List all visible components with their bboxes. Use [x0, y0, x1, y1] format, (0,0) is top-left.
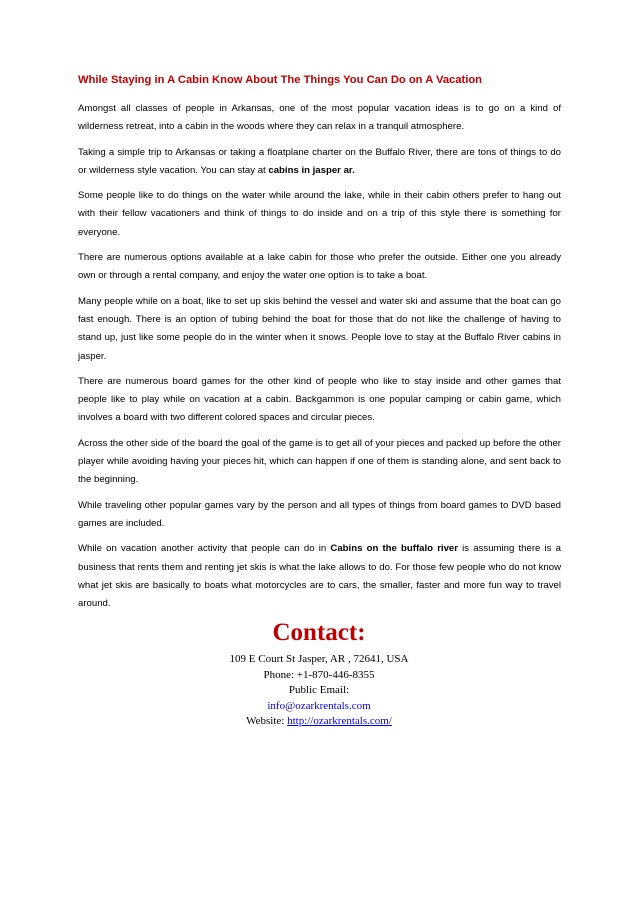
paragraph-text: is assuming there is a business that rents them and renting jet skis is what the lake allows to do. For those few people who do not know what jet skis are basically to boats what motorcycles are to cars, the smaller, faster and more fun way to travel around. — [78, 543, 561, 610]
contact-email-line — [0, 699, 638, 715]
article-paragraph — [78, 293, 561, 366]
article-paragraph — [78, 187, 561, 242]
paragraph-text: Taking a simple trip to Arkansas or taking a floatplane charter on the Buffalo River, there are tons of things to do or wilderness style vacation. You can stay at — [78, 146, 561, 176]
paragraph-text: While traveling other popular games vary by the person and all types of things from board games to DVD based games are included. — [78, 499, 561, 529]
contact-email-label: Public Email: — [288, 684, 350, 697]
article-body — [78, 100, 561, 613]
article-paragraph — [78, 144, 561, 181]
paragraph-text: While on vacation another activity that people can do in — [78, 543, 331, 555]
contact-website-link[interactable]: http://ozarkrentals.com/ — [287, 715, 392, 728]
contact-email-link[interactable]: info@ozarkrentals.com — [267, 699, 371, 712]
paragraph-text: Across the other side of the board the goal of the game is to get all of your pieces and packed up before the other player while avoiding having your pieces hit, which can happen if one of them is standing alone, and sent back to the beginning. — [78, 437, 561, 486]
contact-heading: Contact: — [272, 619, 366, 646]
article-paragraph — [78, 249, 561, 286]
paragraph-text: Many people while on a boat, like to set up skis behind the vessel and water ski and assume that the boat can go fast enough. There is an option of tubing behind the boat for those that do not like the challenge of having to stand up, just like some people do in the winter when it snows. People love to stay at the Buffalo River cabins in jasper. — [78, 295, 561, 362]
paragraph-text: There are numerous options available at a lake cabin for those who prefer the outside. Either one you already own or through a rental company, and enjoy the water one option is to take a boat. — [78, 252, 561, 282]
article-paragraph — [78, 373, 561, 428]
article-paragraph — [78, 100, 561, 137]
paragraph-text: Amongst all classes of people in Arkansas, one of the most popular vacation ideas is to go on a kind of wilderness retreat, into a cabin in the woods where they can relax in a tranquil atmosphere. — [78, 103, 561, 133]
contact-address: 109 E Court St Jasper, AR , 72641, USA — [229, 653, 409, 665]
contact-website-line — [0, 714, 638, 730]
paragraph-bold-text: cabins in jasper ar. — [268, 164, 355, 176]
contact-phone: Phone: +1-870-446-8355 — [263, 668, 375, 681]
article-paragraph — [78, 540, 561, 613]
paragraph-bold-text: Cabins on the buffalo river — [330, 543, 458, 555]
contact-website-label: Website: — [246, 715, 288, 728]
article-paragraph — [78, 497, 561, 534]
article-paragraph — [78, 435, 561, 490]
contact-block — [0, 618, 638, 730]
article-title: While Staying in A Cabin Know About The Things You Can Do on A Vacation — [78, 74, 482, 86]
article — [78, 72, 561, 620]
paragraph-text: Some people like to do things on the water while around the lake, while in their cabin others prefer to hang out with their fellow vacationers and think of things to do inside and on a trip of this style there is something for everyone. — [78, 190, 561, 238]
paragraph-text: There are numerous board games for the other kind of people who like to stay inside and other games that people like to play while on vacation at a cabin. Backgammon is one popular camping or cabin game, which involves a board with two different colored spaces and circular pieces. — [78, 375, 561, 424]
